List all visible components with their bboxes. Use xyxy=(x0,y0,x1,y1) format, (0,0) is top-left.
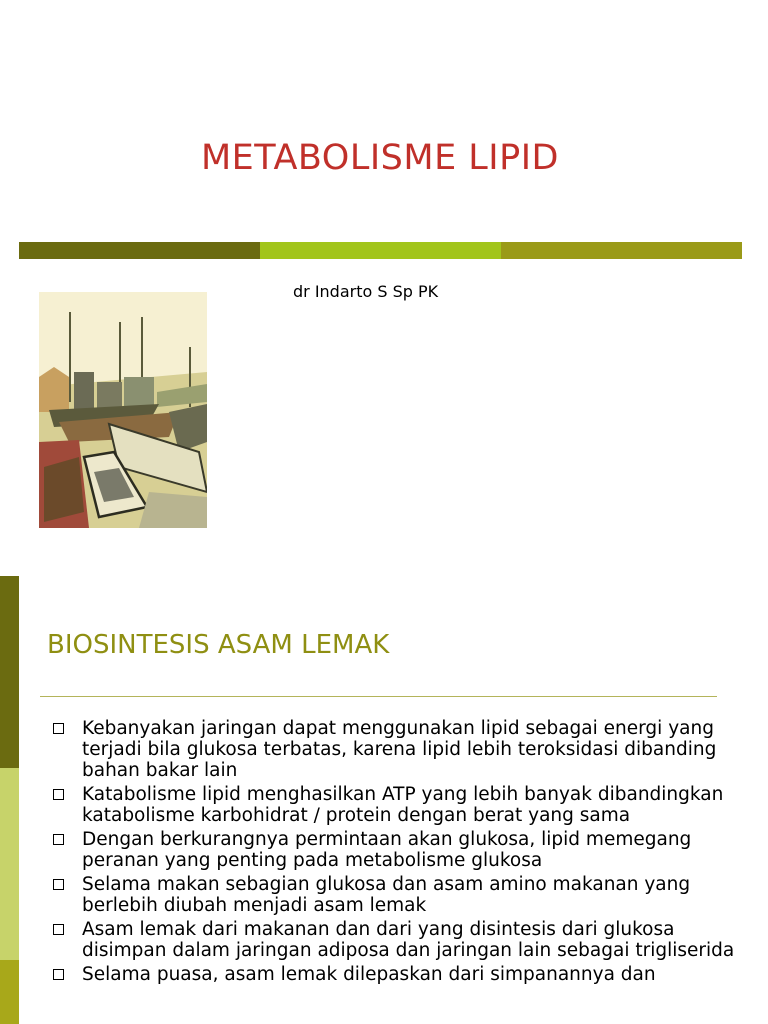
accent-bar-dark xyxy=(19,242,260,259)
heading-divider xyxy=(40,696,717,697)
square-bullet-icon xyxy=(53,969,64,980)
content-slide xyxy=(0,576,768,1024)
bullet-text: Dengan berkurangnya permintaan akan glukosa, lipid memegang peranan yang penting pada metabolisme glukosa xyxy=(82,829,692,871)
list-item xyxy=(50,964,750,985)
accent-bar-light xyxy=(260,242,501,259)
bullet-text: Selama makan sebagian glukosa dan asam amino makanan yang berlebih diubah menjadi asam lemak xyxy=(82,874,691,916)
list-item xyxy=(50,919,750,961)
slide-title: METABOLISME LIPID xyxy=(200,138,560,178)
accent-bar-olive xyxy=(501,242,742,259)
list-item xyxy=(50,829,750,871)
harbor-boats-illustration xyxy=(39,292,207,528)
list-item xyxy=(50,874,750,916)
side-bar-light xyxy=(0,768,19,960)
side-bar-olive xyxy=(0,960,19,1024)
slide-heading: BIOSINTESIS ASAM LEMAK xyxy=(47,630,390,660)
bullet-text: Katabolisme lipid menghasilkan ATP yang lebih banyak dibandingkan katabolisme karbohidrat / protein dengan berat yang sama xyxy=(82,784,724,826)
square-bullet-icon xyxy=(53,879,64,890)
square-bullet-icon xyxy=(53,723,64,734)
bullet-text: Kebanyakan jaringan dapat menggunakan lipid sebagai energi yang terjadi bila glukosa terbatas, karena lipid lebih teroksidasi dibanding bahan bakar lain xyxy=(82,718,717,781)
author-name: dr Indarto S Sp PK xyxy=(293,282,439,301)
square-bullet-icon xyxy=(53,924,64,935)
list-item xyxy=(50,718,750,781)
list-item xyxy=(50,784,750,826)
side-bar-dark xyxy=(0,576,19,768)
bullet-text: Selama puasa, asam lemak dilepaskan dari simpanannya dan xyxy=(82,964,656,985)
bullet-list xyxy=(50,718,750,988)
square-bullet-icon xyxy=(53,834,64,845)
bullet-text: Asam lemak dari makanan dan dari yang disintesis dari glukosa disimpan dalam jaringan adiposa dan jaringan lain sebagai trigliserida xyxy=(82,919,735,961)
square-bullet-icon xyxy=(53,789,64,800)
